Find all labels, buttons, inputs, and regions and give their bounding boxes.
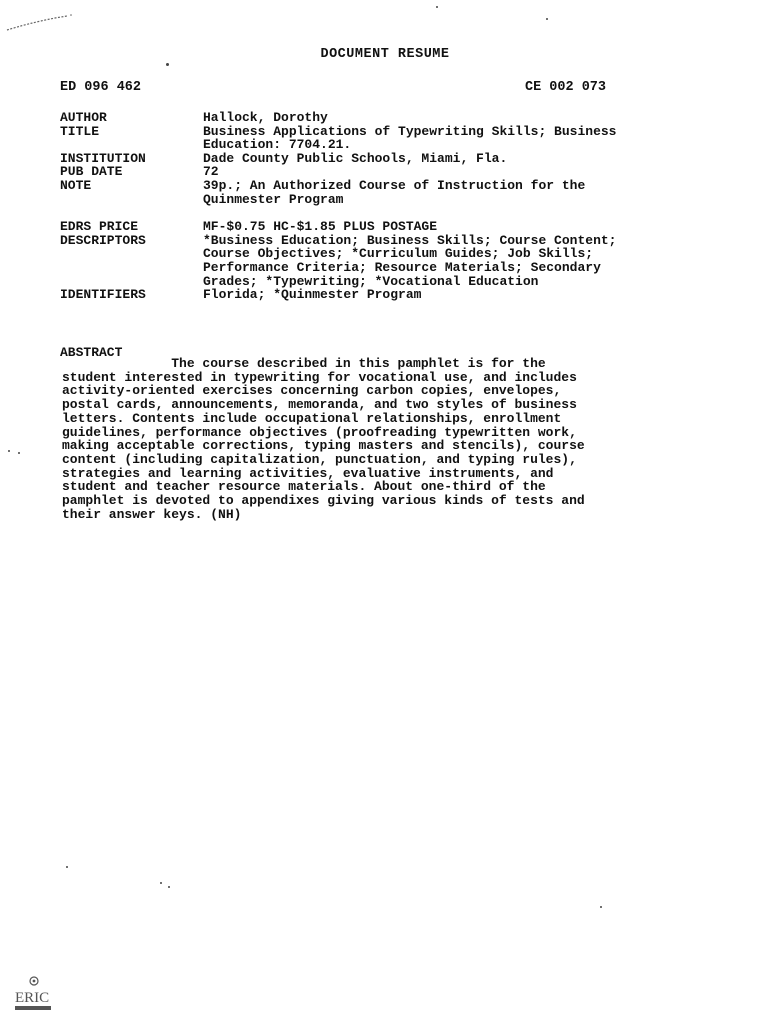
field-author [60, 111, 710, 125]
abstract-label: ABSTRACT [60, 345, 123, 360]
scan-speck [66, 866, 68, 868]
scan-speck [8, 450, 10, 452]
field-value: Florida; *Quinmester Program [203, 287, 422, 303]
scan-speck [160, 882, 162, 884]
field-label: IDENTIFIERS [60, 287, 146, 303]
field-label: PUB DATE [60, 164, 123, 180]
scan-speck [600, 906, 602, 908]
field-descriptors [60, 234, 710, 288]
scan-speck [546, 18, 548, 20]
ed-number: ED 096 462 [60, 80, 142, 95]
field-label: NOTE [60, 177, 92, 193]
eric-logo-text: ERIC [15, 990, 50, 1006]
field-gap [60, 206, 710, 220]
ce-number: CE 002 073 [525, 80, 607, 95]
scan-speck [436, 6, 438, 8]
scan-speck [166, 63, 169, 66]
field-value: Dade County Public Schools, Miami, Fla. [203, 150, 508, 166]
field-edrs-price [60, 220, 710, 234]
eric-logo [12, 975, 56, 1013]
field-value: 72 [203, 164, 219, 180]
field-value: MF-$0.75 HC-$1.85 PLUS POSTAGE [203, 219, 438, 235]
scan-speck [168, 886, 170, 888]
scan-speck [18, 452, 20, 454]
document-title: DOCUMENT RESUME [320, 47, 450, 62]
field-value: *Business Education; Business Skills; Course Content; Course Objectives; *Curriculum Guides; Job Skills; Performance Criteria; Resource Materials; Secondary Grades; *Typewriting; *Vocational Education [203, 232, 617, 289]
field-label: TITLE [60, 123, 100, 139]
abstract-text: The course described in this pamphlet is for the student interested in typewriting for vocational use, and includes activity-oriented exercises concerning carbon copies, envelopes, postal cards, announcements, memoranda, and two styles of business letters. Contents include occupational relationships, enrollment guidelines, performance objectives (proofreading typewritten work, making acceptable corrections, typing masters and stencils), course content (including capitalization, punctuation, and typing rules), strategies and learning activities, evaluative instruments, and student and teacher resource materials. About one-third of the pamphlet is devoted to appendixes giving various kinds of tests and their answer keys. (NH) [62, 356, 585, 522]
field-label: AUTHOR [60, 110, 107, 125]
field-identifiers [60, 288, 710, 302]
field-label: INSTITUTION [60, 150, 146, 166]
field-value: Hallock, Dorothy [203, 110, 328, 125]
field-label: EDRS PRICE [60, 219, 139, 235]
field-value: Business Applications of Typewriting Skills; Business Education: 7704.21. [203, 123, 617, 153]
field-note [60, 179, 710, 206]
metadata-fields [60, 111, 710, 302]
field-value: 39p.; An Authorized Course of Instruction for the Quinmester Program [203, 177, 586, 207]
scan-artifact [5, 10, 75, 34]
field-title [60, 125, 710, 152]
field-pub-date [60, 165, 710, 179]
field-label: DESCRIPTORS [60, 232, 146, 248]
field-institution [60, 152, 710, 166]
